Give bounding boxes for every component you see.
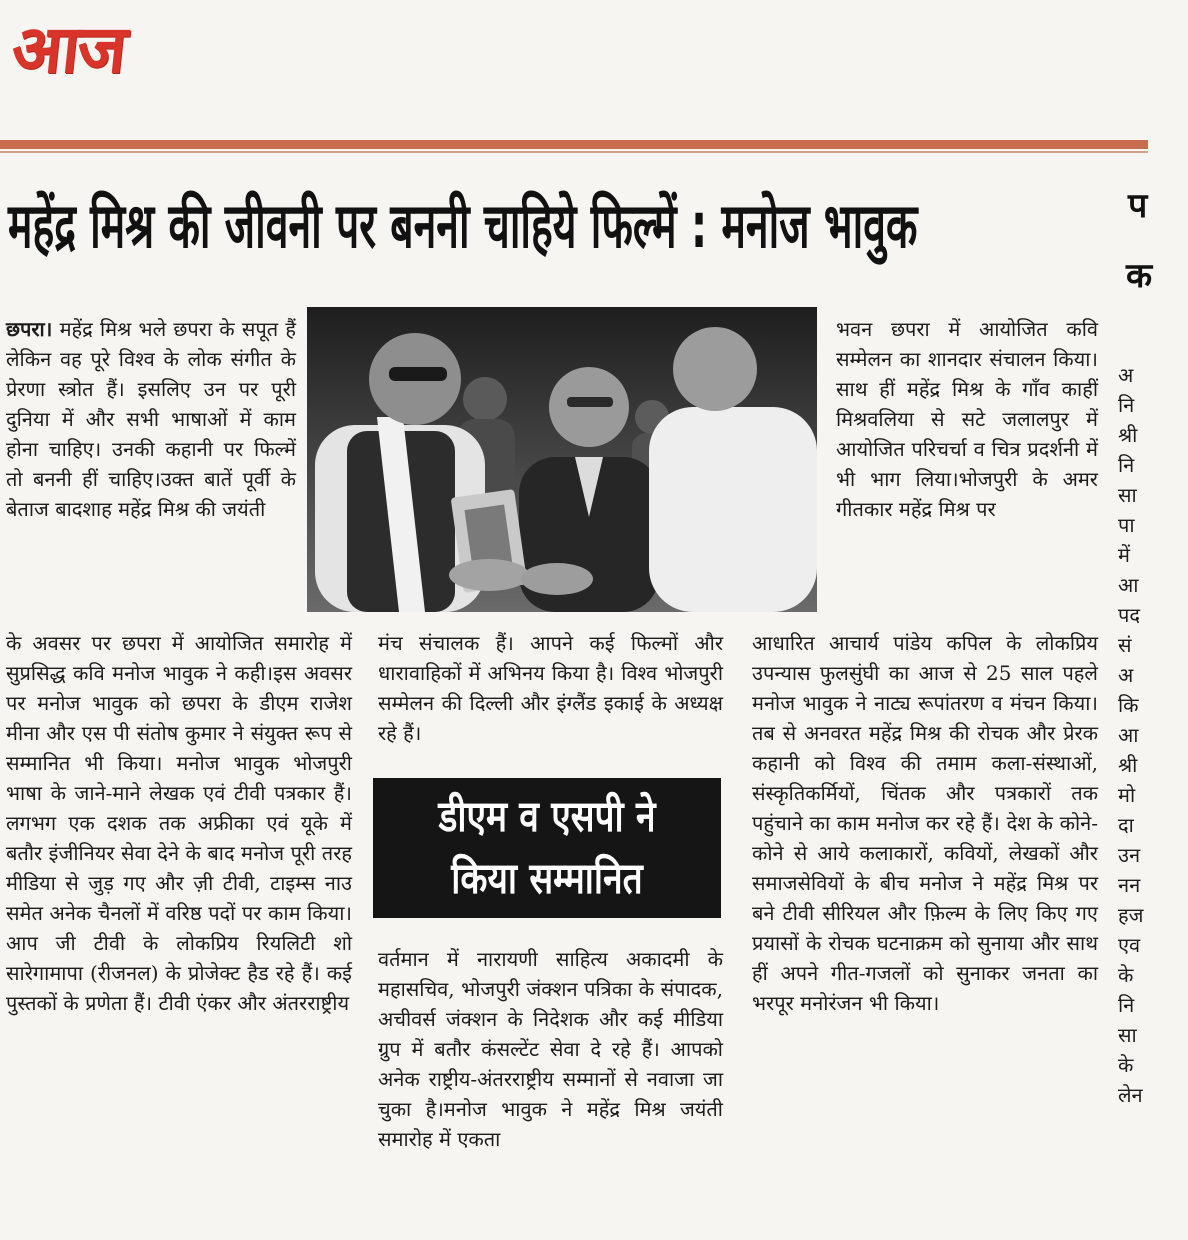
adjacent-article-column xyxy=(1118,360,1148,1110)
masthead-title: आज xyxy=(8,11,129,88)
adjacent-column-fragment: नन xyxy=(1118,873,1141,897)
adjacent-column-fragment: एव xyxy=(1118,933,1141,957)
article-column-1-bottom xyxy=(6,628,352,1228)
subheading-line-1: डीएम व एसपी ने xyxy=(438,792,656,842)
masthead-logo xyxy=(8,4,242,96)
adjacent-column-fragment: सं xyxy=(1118,633,1132,657)
adjacent-column-fragment: पा xyxy=(1118,513,1135,537)
article-text: मंच संचालक हैं। आपने कई फिल्मों और धारावाहिकों में अभिनय किया है। विश्व भोजपुरी सम्मेलन की दिल्ली और इंग्लैंड इकाई के अध्यक्ष रहे हैं। xyxy=(378,631,723,745)
adjacent-column-fragment: आ xyxy=(1118,573,1139,597)
article-text: के अवसर पर छपरा में आयोजित समारोह में सुप्रसिद्ध कवि मनोज भावुक ने कही।इस अवसर पर मनोज भावुक को छपरा के डीएम राजेश मीना और एस पी संतोष कुमार ने संयुक्त रूप से सम्मानित भी किया। मनोज भावुक भोजपुरी भाषा के जाने-माने लेखक एवं टीवी पत्रकार हैं। लगभग एक दशक तक अफ्रीका एवं यूके में बतौर इंजीनियर सेवा देने के बाद मनोज पूरी तरह मीडिया से जुड़ गए और ज़ी टीवी, टाइम्स नाउ समेत अनेक चैनलों में वरिष्ठ पदों पर काम किया। आप जी टीवी के लोकप्रिय रियलिटी शो सारेगामापा (रीजनल) के प्रोजेक्ट हैड रहे हैं। कई पुस्तकों के प्रणेता हैं। टीवी एंकर और अंतरराष्ट्रीय xyxy=(6,631,352,1015)
adjacent-column-fragment: हज xyxy=(1118,903,1144,927)
adjacent-column-fragment: नि xyxy=(1118,453,1135,477)
article-headline: महेंद्र मिश्र की जीवनी पर बननी चाहिये फिल्में : मनोज भावुक xyxy=(8,189,918,262)
article-column-1-top xyxy=(6,314,296,614)
article-column-3-bottom xyxy=(752,628,1098,1228)
subheading-box xyxy=(373,778,721,918)
article-column-3-top xyxy=(836,314,1098,614)
adjacent-column-fragment: अ xyxy=(1118,663,1134,687)
adjacent-column-fragment: मो xyxy=(1118,783,1136,807)
adjacent-column-fragment: सा xyxy=(1118,1023,1137,1047)
adjacent-column-fragment: आ xyxy=(1118,723,1139,747)
article-text: महेंद्र मिश्र भले छपरा के सपूत हैं लेकिन वह पूरे विश्व के लोक संगीत के प्रेरणा स्त्रोत हैं। इसलिए उन पर पूरी दुनिया में और सभी भाषाओं में काम होना चाहिए। उनकी कहानी पर फिल्में तो बननी हीं चाहिए।उक्त बातें पूर्वी के बेताज बादशाह महेंद्र मिश्र की जयंती xyxy=(6,317,297,521)
adjacent-column-fragment: कि xyxy=(1118,693,1139,717)
adjacent-column-fragment: में xyxy=(1118,543,1130,567)
adjacent-column-fragment: श्री xyxy=(1118,423,1138,447)
header-rule-thin xyxy=(0,151,1148,153)
adjacent-column-fragment: नि xyxy=(1118,993,1135,1017)
adjacent-headline-fragment: क xyxy=(1126,256,1153,296)
adjacent-column-fragment: नि xyxy=(1118,393,1135,417)
header-rule xyxy=(0,140,1148,149)
adjacent-headline-fragment: प xyxy=(1128,186,1148,226)
adjacent-column-fragment: के xyxy=(1118,1053,1134,1077)
article-column-2-top xyxy=(378,628,723,748)
adjacent-column-fragment: लेन xyxy=(1118,1083,1143,1107)
adjacent-column-fragment: के xyxy=(1118,963,1134,987)
article-text: भवन छपरा में आयोजित कवि सम्मेलन का शानदार संचालन किया। साथ हीं महेंद्र मिश्र के गाँव काहीं मिश्रवलिया से सटे जलालपुर में आयोजित परिचर्चा व चित्र प्रदर्शनी में भी भाग लिया।भोजपुरी के अमर गीतकार महेंद्र मिश्र पर xyxy=(836,317,1098,521)
article-column-2-bottom xyxy=(378,944,723,1214)
adjacent-column-fragment: उन xyxy=(1118,843,1141,867)
dateline: छपरा। xyxy=(6,317,53,341)
adjacent-column-fragment: श्री xyxy=(1118,753,1138,777)
photo-felicitation-image xyxy=(307,307,817,612)
adjacent-column-fragment: दा xyxy=(1118,813,1134,837)
article-text: वर्तमान में नारायणी साहित्य अकादमी के महासचिव, भोजपुरी जंक्शन पत्रिका के संपादक, अचीवर्स जंक्शन के निदेशक और कई मीडिया ग्रुप में बतौर कंसल्टेंट सेवा दे रहे हैं। आपको अनेक राष्ट्रीय-अंतरराष्ट्रीय सम्मानों से नवाजा जा चुका है।मनोज भावुक ने महेंद्र मिश्र जयंती समारोह में एकता xyxy=(378,947,723,1151)
adjacent-column-fragment: पद xyxy=(1118,603,1140,627)
subheading-line-2: किया सम्मानित xyxy=(451,854,643,904)
article-text: आधारित आचार्य पांडेय कपिल के लोकप्रिय उपन्यास फुलसुंघी का आज से 25 साल पहले मनोज भावुक ने नाट्य रूपांतरण व मंचन किया। तब से अनवरत महेंद्र मिश्र की रोचक और प्रेरक कहानी को विश्व की तमाम कला-संस्थाओं, संस्कृतिकर्मियों, चिंतक और पत्रकारों तक पहुंचाने का काम मनोज कर रहे हैं। देश के कोने-कोने से आये कलाकारों, कवियों, लेखकों और समाजसेवियों के बीच मनोज ने महेंद्र मिश्र पर बने टीवी सीरियल और फ़िल्म के लिए किए गए प्रयासों के रोचक घटनाक्रम को सुनाया और साथ हीं अपने गीत-गजलों को सुनाकर जनता का भरपूर मनोरंजन भी किया। xyxy=(752,631,1098,1015)
adjacent-column-fragment: सा xyxy=(1118,483,1137,507)
article-photo xyxy=(307,307,817,612)
adjacent-column-fragment: अ xyxy=(1118,363,1134,387)
